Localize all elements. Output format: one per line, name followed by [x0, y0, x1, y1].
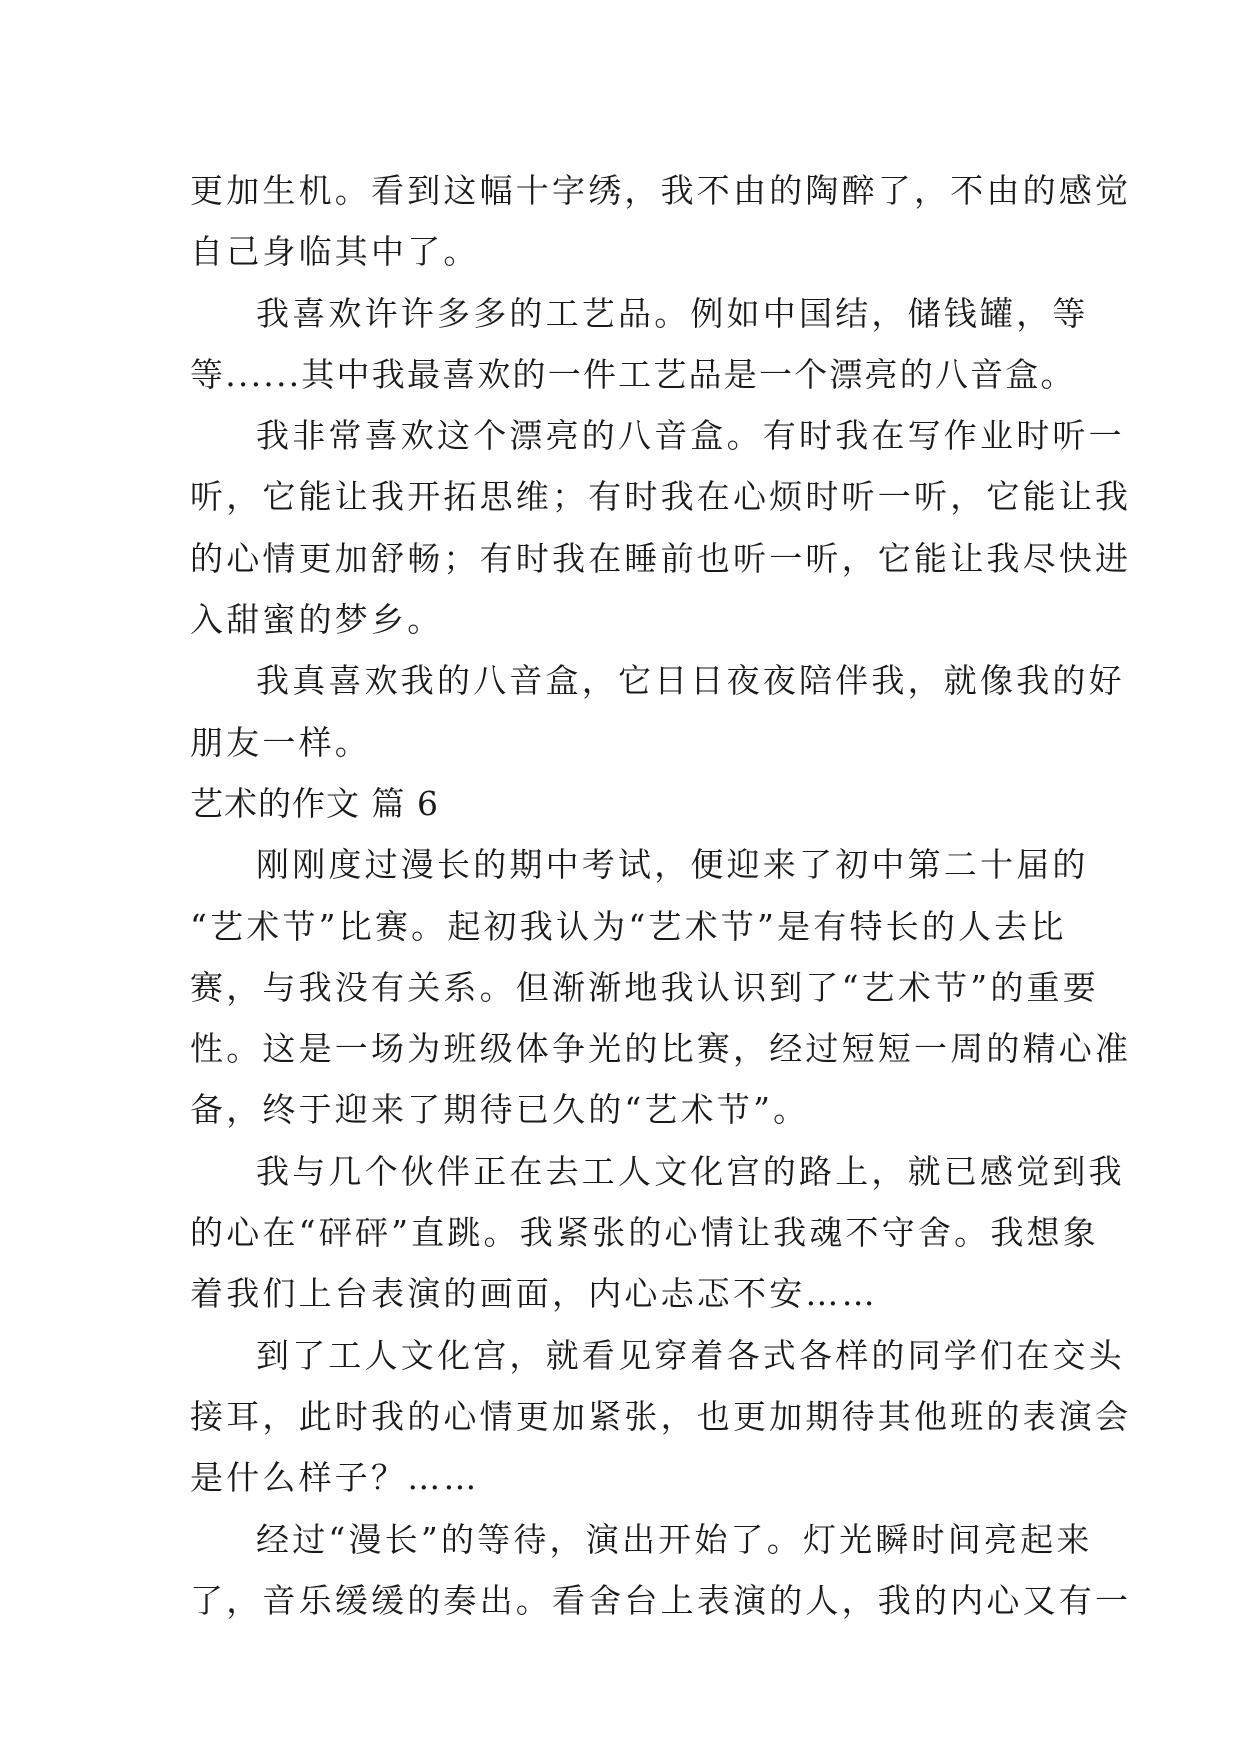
- paragraph-start: 我与几个伙伴正在去工人文化宫的路上，就已感觉到我: [256, 1151, 1125, 1191]
- text-line: 接耳，此时我的心情更加紧张，也更加期待其他班的表演会: [190, 1396, 1132, 1436]
- text-line: 赛，与我没有关系。但渐渐地我认识到了“艺术节”的重要: [190, 967, 1099, 1007]
- text-line: 等......其中我最喜欢的一件工艺品是一个漂亮的八音盒。: [190, 354, 1076, 394]
- text-line: 听，它能让我开拓思维；有时我在心烦时听一听，它能让我: [190, 477, 1132, 517]
- text-line: 自己身临其中了。: [190, 232, 480, 272]
- paragraph-start: 我非常喜欢这个漂亮的八音盒。有时我在写作业时听一: [256, 416, 1125, 456]
- text-line: 了，音乐缓缓的奏出。看舍台上表演的人，我的内心又有一: [190, 1580, 1132, 1620]
- paragraph-start: 我真喜欢我的八音盒，它日日夜夜陪伴我，就像我的好: [256, 661, 1125, 701]
- paragraph-start: 经过“漫长”的等待，演出开始了。灯光瞬时间亮起来: [256, 1519, 1093, 1559]
- text-line: 的心在“砰砰”直跳。我紧张的心情让我魂不守舍。我想象: [190, 1213, 1099, 1253]
- paragraph-start: 刚刚度过漫长的期中考试，便迎来了初中第二十届的: [256, 845, 1089, 885]
- text-line: “艺术节”比赛。起初我认为“艺术节”是有特长的人去比: [190, 906, 1067, 946]
- text-line: 着我们上台表演的画面，内心忐忑不安……: [190, 1274, 878, 1314]
- text-line: 入甜蜜的梦乡。: [190, 600, 444, 640]
- text-line: 的心情更加舒畅；有时我在睡前也听一听，它能让我尽快进: [190, 538, 1132, 578]
- paragraph-start: 我喜欢许许多多的工艺品。例如中国结，储钱罐，等: [256, 293, 1089, 333]
- text-line: 备，终于迎来了期待已久的“艺术节”。: [190, 1090, 810, 1130]
- text-line: 是什么样子？……: [190, 1458, 480, 1498]
- text-line: 性。这是一场为班级体争光的比赛，经过短短一周的精心准: [190, 1029, 1132, 1069]
- document-body: [190, 160, 1132, 1631]
- text-line: 朋友一样。: [190, 722, 371, 762]
- paragraph-start: 到了工人文化宫，就看见穿着各式各样的同学们在交头: [256, 1335, 1125, 1375]
- section-heading: 艺术的作文 篇 6: [190, 783, 439, 823]
- text-line: 更加生机。看到这幅十字绣，我不由的陶醉了，不由的感觉: [190, 171, 1132, 210]
